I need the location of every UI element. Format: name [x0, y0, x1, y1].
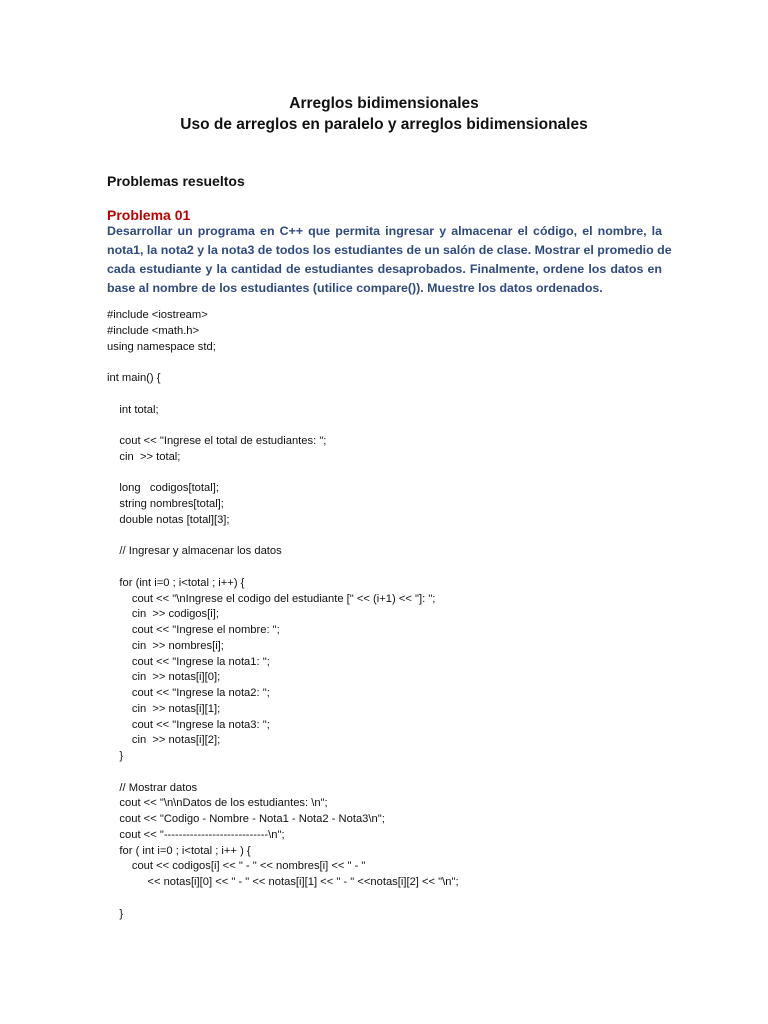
code-line: int main() {: [107, 372, 161, 384]
code-line: [107, 355, 707, 371]
problem-statement: [107, 222, 672, 298]
code-line: cout << "\nIngrese el codigo del estudiante [" << (i+1) << "]: ";: [107, 592, 436, 605]
code-line: [107, 529, 707, 545]
statement-line: nota1, la nota2 y la nota3 de todos los estudiantes de un salón de clase. Mostrar el promedio de: [107, 243, 672, 257]
code-line: }: [107, 907, 124, 920]
code-line: long codigos[total];: [107, 482, 219, 495]
code-line: cout << codigos[i] << " - " << nombres[i] << " - ": [107, 860, 366, 873]
code-line: cout << "Ingrese la nota1: ";: [107, 655, 270, 668]
code-line: #include <iostream>: [107, 309, 208, 321]
code-line: cout << "Ingrese el total de estudiantes: ";: [107, 435, 327, 447]
code-line: cin >> codigos[i];: [107, 608, 219, 621]
code-line: cout << "----------------------------\n";: [107, 828, 285, 841]
code-line: string nombres[total];: [107, 498, 224, 510]
code-line: [107, 891, 707, 907]
code-line: [107, 765, 707, 781]
statement-line: base al nombre de los estudiantes (utilice compare()). Muestre los datos ordenados.: [107, 281, 603, 295]
title-line-1: Arreglos bidimensionales: [289, 95, 479, 112]
code-line: for ( int i=0 ; i<total ; i++ ) {: [107, 844, 251, 857]
statement-line: Desarrollar un programa en C++ que permita ingresar y almacenar el código, el nombre, la: [107, 224, 662, 238]
code-line: cin >> nombres[i];: [107, 639, 224, 652]
code-line: cout << "\n\nDatos de los estudiantes: \n";: [107, 797, 328, 810]
code-line: [107, 560, 707, 576]
code-line: cout << "Ingrese el nombre: ";: [107, 624, 280, 636]
code-line: [107, 466, 707, 482]
document-title: [0, 93, 768, 135]
code-line: cin >> total;: [107, 450, 181, 463]
statement-line: cada estudiante y la cantidad de estudiantes desaprobados. Finalmente, ordene los datos en: [107, 262, 662, 276]
section-heading: Problemas resueltos: [107, 173, 245, 189]
code-line: int total;: [107, 403, 159, 416]
title-line-2: Uso de arreglos en paralelo y arreglos bidimensionales: [180, 116, 588, 133]
code-line: [107, 387, 707, 403]
code-line: double notas [total][3];: [107, 513, 230, 526]
code-line: [107, 418, 707, 434]
code-line: cin >> notas[i][0];: [107, 671, 221, 684]
code-line: cout << "Ingrese la nota2: ";: [107, 687, 270, 699]
code-line: for (int i=0 ; i<total ; i++) {: [107, 576, 245, 589]
code-line: using namespace std;: [107, 340, 216, 353]
code-line: // Ingresar y almacenar los datos: [107, 545, 282, 558]
code-line: cout << "Codigo - Nombre - Nota1 - Nota2 - Nota3\n";: [107, 813, 385, 825]
code-line: cin >> notas[i][2];: [107, 734, 221, 747]
code-listing: [107, 308, 707, 922]
code-line: cout << "Ingrese la nota3: ";: [107, 718, 270, 731]
code-line: // Mostrar datos: [107, 781, 198, 794]
code-line: << notas[i][0] << " - " << notas[i][1] << " - " <<notas[i][2] << "\n";: [107, 876, 459, 888]
problem-label: Problema 01: [107, 207, 191, 223]
code-line: }: [107, 750, 124, 762]
code-line: cin >> notas[i][1];: [107, 702, 221, 715]
code-line: #include <math.h>: [107, 324, 200, 337]
